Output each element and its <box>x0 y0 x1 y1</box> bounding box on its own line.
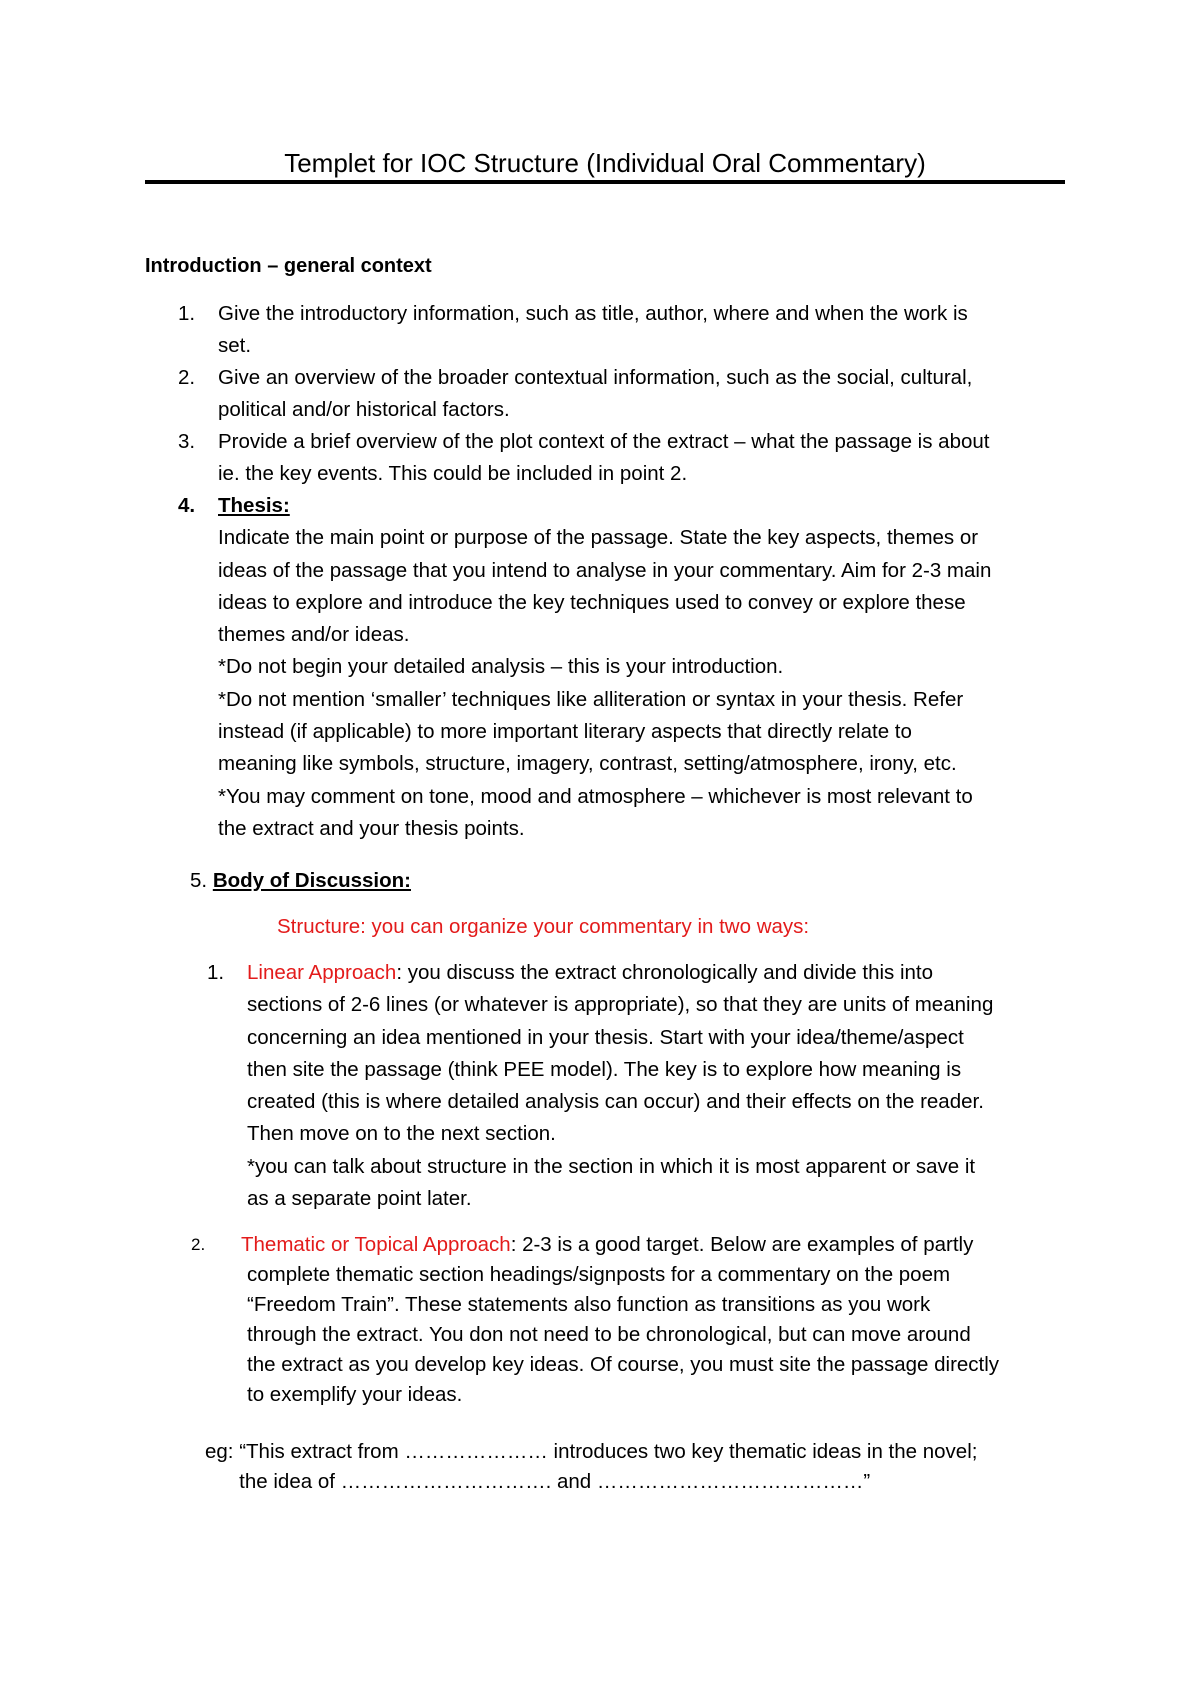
intro-item-number: 1. <box>178 302 196 325</box>
linear-line: created (this is where detailed analysis can occur) and their effects on the reader. <box>247 1090 984 1114</box>
thesis-line: meaning like symbols, structure, imagery, contrast, setting/atmosphere, irony, etc. <box>218 752 957 776</box>
intro-item-2 <box>178 362 973 427</box>
linear-line: *you can talk about structure in the section in which it is most apparent or save it <box>247 1154 976 1178</box>
thesis-label: Thesis: <box>218 494 290 517</box>
linear-approach <box>207 957 994 1215</box>
page-title: Templet for IOC Structure (Individual Oral Commentary) <box>284 148 926 178</box>
intro-item-line: ie. the key events. This could be included in point 2. <box>218 462 688 486</box>
intro-item-1 <box>178 298 968 363</box>
thesis-line: *You may comment on tone, mood and atmosphere – whichever is most relevant to <box>218 784 973 808</box>
thesis-item <box>178 490 992 845</box>
thematic-number: 2. <box>191 1235 206 1254</box>
thematic-line: through the extract. You don not need to be chronological, but can move around <box>247 1323 971 1346</box>
thesis-line: *Do not mention ‘smaller’ techniques like alliteration or syntax in your thesis. Refer <box>218 687 964 711</box>
body-number: 5. <box>190 869 208 892</box>
intro-item-line: set. <box>218 334 252 358</box>
thesis-line: themes and/or ideas. <box>218 623 410 647</box>
title-underline-rule <box>145 180 1065 184</box>
linear-line: sections of 2-6 lines (or whatever is appropriate), so that they are units of meaning <box>247 993 994 1017</box>
body-label: Body of Discussion: <box>212 869 411 892</box>
thematic-line: the extract as you develop key ideas. Of course, you must site the passage directly <box>247 1353 1000 1376</box>
intro-item-line: Give an overview of the broader contextual information, such as the social, cultural, <box>218 366 973 389</box>
linear-line: concerning an idea mentioned in your thesis. Start with your idea/theme/aspect <box>247 1025 964 1049</box>
linear-first-line: : you discuss the extract chronologically and divide this into <box>396 961 934 984</box>
thematic-approach <box>191 1230 1000 1410</box>
intro-item-line: Provide a brief overview of the plot context of the extract – what the passage is about <box>218 430 990 453</box>
thesis-line: ideas to explore and introduce the key techniques used to convey or explore these <box>218 590 966 614</box>
example-line-2: the idea of …………………………. and …………………………………” <box>205 1470 871 1493</box>
thesis-line: *Do not begin your detailed analysis – this is your introduction. <box>218 655 784 679</box>
intro-heading: Introduction – general context <box>145 255 432 277</box>
thematic-first-line: : 2-3 is a good target. Below are examples of partly <box>510 1233 974 1256</box>
intro-item-3 <box>178 426 990 491</box>
example-line-1: eg: “This extract from ………………… introduces two key thematic ideas in the novel; <box>205 1440 978 1463</box>
example-block <box>205 1437 977 1497</box>
body-heading <box>190 866 411 896</box>
thematic-line: complete thematic section headings/signposts for a commentary on the poem <box>247 1263 951 1286</box>
thesis-line: Indicate the main point or purpose of the passage. State the key aspects, themes or <box>218 526 979 550</box>
thesis-number: 4. <box>178 494 196 517</box>
intro-item-line: political and/or historical factors. <box>218 398 510 422</box>
thesis-line: instead (if applicable) to more important literary aspects that directly relate to <box>218 720 912 744</box>
linear-number: 1. <box>207 961 225 984</box>
thematic-line: to exemplify your ideas. <box>247 1383 463 1406</box>
linear-line: as a separate point later. <box>247 1187 472 1211</box>
structure-note: Structure: you can organize your commentary in two ways: <box>277 915 810 938</box>
thesis-line: the extract and your thesis points. <box>218 816 525 840</box>
intro-item-line: Give the introductory information, such as title, author, where and when the work is <box>218 302 968 325</box>
thesis-line: ideas of the passage that you intend to analyse in your commentary. Aim for 2-3 main <box>218 558 992 582</box>
linear-line: Then move on to the next section. <box>247 1122 556 1146</box>
linear-line: then site the passage (think PEE model). The key is to explore how meaning is <box>247 1057 962 1081</box>
thematic-label: Thematic or Topical Approach <box>241 1233 511 1256</box>
thematic-line: “Freedom Train”. These statements also function as transitions as you work <box>247 1293 931 1316</box>
linear-label: Linear Approach <box>247 961 397 984</box>
intro-item-number: 3. <box>178 430 196 453</box>
intro-item-number: 2. <box>178 366 196 389</box>
